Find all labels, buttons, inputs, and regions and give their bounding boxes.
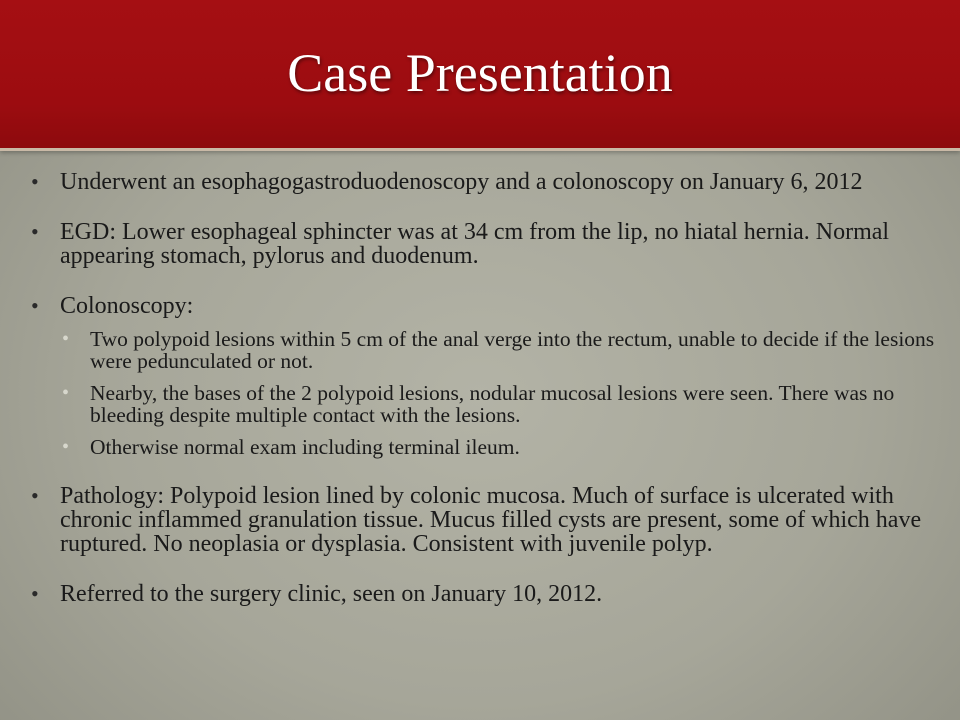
bullet-item-egd (30, 220, 935, 268)
sub-bullet-list (60, 328, 935, 458)
bullet-icon: • (31, 169, 39, 194)
sub-bullet-icon: • (62, 328, 70, 350)
sub-bullet-item (60, 436, 935, 458)
bullet-item-colonoscopy (30, 294, 935, 458)
slide-title: Case Presentation (287, 43, 673, 103)
bullet-icon: • (31, 219, 39, 244)
bullet-icon: • (31, 293, 39, 318)
slide-content (30, 170, 935, 632)
sub-bullet-text: Nearby, the bases of the 2 polypoid lesions, nodular mucosal lesions were seen. There was no bleeding despite multiple contact with the lesions. (90, 381, 895, 427)
sub-bullet-text: Two polypoid lesions within 5 cm of the anal verge into the rectum, unable to decide if the lesions were pedunculated or not. (90, 327, 935, 373)
bullet-icon: • (31, 581, 39, 606)
bullet-text: EGD: Lower esophageal sphincter was at 34 cm from the lip, no hiatal hernia. Normal appearing stomach, pylorus and duodenum. (60, 219, 890, 269)
sub-bullet-item (60, 382, 935, 426)
bullet-text: Colonoscopy: (60, 293, 194, 319)
bullet-item-referral (30, 582, 935, 606)
sub-bullet-icon: • (62, 436, 70, 458)
sub-bullet-icon: • (62, 382, 70, 404)
bullet-text: Underwent an esophagogastroduodenoscopy and a colonoscopy on January 6, 2012 (60, 169, 863, 195)
title-banner (0, 0, 960, 151)
bullet-item-endoscopy (30, 170, 935, 194)
bullet-text: Pathology: Polypoid lesion lined by colonic mucosa. Much of surface is ulcerated with chronic inflammed granulation tissue. Mucus filled cysts are present, some of which have ruptured. No neoplasia or dysplasia. Consistent with juvenile polyp. (60, 483, 922, 557)
bullet-icon: • (31, 483, 39, 508)
bullet-text: Referred to the surgery clinic, seen on January 10, 2012. (60, 581, 603, 607)
sub-bullet-item (60, 328, 935, 372)
sub-bullet-text: Otherwise normal exam including terminal ileum. (90, 435, 520, 459)
bullet-item-pathology (30, 484, 935, 556)
